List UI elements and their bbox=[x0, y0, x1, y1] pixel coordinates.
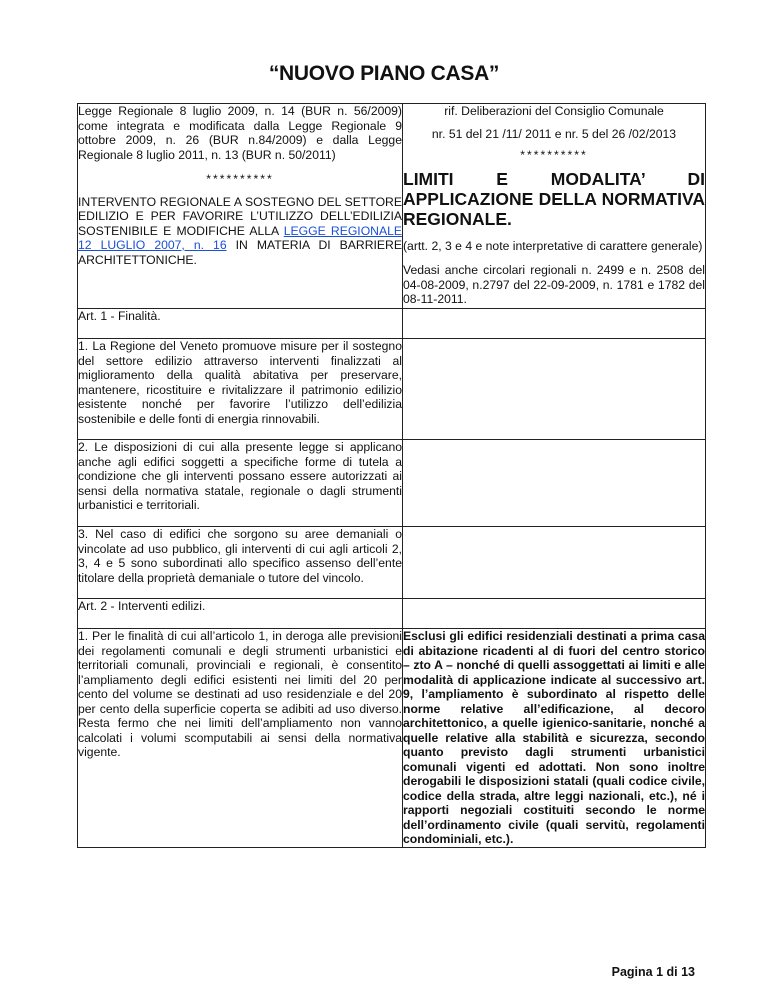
law-intro bbox=[78, 195, 402, 268]
table-row bbox=[78, 339, 706, 440]
law-reference: Legge Regionale 8 luglio 2009, n. 14 (BUR n. 56/2009) come integrata e modificata dalla Legge Regionale 9 ottobre 2009, n. 26 (BUR n.84/2009) e dalla Legge Regionale 8 luglio 2011, n. 13 (BUR n. 50/2011) bbox=[78, 104, 402, 162]
law-intro-text: INTERVENTO REGIONALE A SOSTEGNO DEL SETTORE EDILIZIO E PER FAVORIRE L’UTILIZZO DELL’EDILIZIA SOSTENIBILE E MODIFICHE ALLA bbox=[78, 194, 402, 238]
circulars-note: Vedasi anche circolari regionali n. 2499 e n. 2508 del 04-08-2009, n.2797 del 22-09-2009, n. 1781 e 1782 del 08-11-2011. bbox=[403, 263, 705, 306]
page-title: “NUOVO PIANO CASA” bbox=[268, 62, 500, 85]
table-row bbox=[78, 629, 706, 848]
article-paragraph: 2. Le disposizioni di cui alla presente legge si applicano anche agli edifici soggetti a specifiche forme di tutela a condizione che gli interventi possano essere autorizzati ai sensi della normativa statale, regionale o dagli strumenti urbanistici e territoriali. bbox=[78, 440, 403, 527]
annotation-cell bbox=[403, 309, 706, 339]
law-intro-text-end: IN MATERIA DI BARRIERE ARCHITETTONICHE. bbox=[78, 238, 402, 267]
stars-separator-left: ********** bbox=[206, 172, 274, 186]
page-number: Pagina 1 di 13 bbox=[611, 965, 695, 979]
section-heading: LIMITI E MODALITA’ DI APPLICAZIONE DELLA NORMATIVA REGIONALE. bbox=[403, 168, 705, 229]
annotation-cell bbox=[403, 527, 706, 599]
law-comparison-table bbox=[77, 103, 706, 848]
article-paragraph: 1. Per le finalità di cui all’articolo 1, in deroga alle previsioni dei regolamenti comunali e degli strumenti urbanistici e territoriali comunali, provinciali e regionali, è consentito l’ampliamento degli edifici esistenti nei limiti del 20 per cento del volume se destinati ad uso residenziale e del 20 per cento della superficie coperta se adibiti ad uso diverso. Resta fermo che nei limiti dell’ampliamento non vanno calcolati i volumi scomputabili ai sensi della normativa vigente. bbox=[78, 629, 403, 848]
table-row bbox=[78, 309, 706, 339]
annotation-cell bbox=[403, 599, 706, 629]
articles-note: (artt. 2, 3 e 4 e note interpretative di carattere generale) bbox=[403, 238, 703, 253]
header-row bbox=[78, 104, 706, 309]
deliberation-reference: rif. Deliberazioni del Consiglio Comunale bbox=[444, 104, 664, 118]
table-row bbox=[78, 440, 706, 527]
deliberation-numbers: nr. 51 del 21 /11/ 2011 e nr. 5 del 26 /02/2013 bbox=[431, 126, 677, 141]
article-paragraph: 3. Nel caso di edifici che sorgono su aree demaniali o vincolate ad uso pubblico, gli interventi di cui agli articoli 2, 3, 4 e 5 sono subordinati allo specifico assenso dell’ente titolare della proprietà demaniale o tutore del vincolo. bbox=[78, 527, 403, 599]
article-title: Art. 2 - Interventi edilizi. bbox=[78, 599, 403, 629]
article-paragraph: 1. La Regione del Veneto promuove misure per il sostegno del settore edilizio attraverso interventi finalizzati al miglioramento della qualità abitativa per preservare, mantenere, ricostituire e rivitalizzare il patrimonio edilizio esistente nonché per favorire l’utilizzo dell’edilizia sostenibile e delle fonti di energia rinnovabili. bbox=[78, 339, 403, 440]
annotation-cell bbox=[403, 339, 706, 440]
table-row bbox=[78, 599, 706, 629]
stars-separator-right: ********** bbox=[520, 148, 588, 162]
annotation-cell: Esclusi gli edifici residenziali destinati a prima casa di abitazione ricadenti al di fuori del centro storico – zto A – nonché di quelli assoggettati ai limiti e alle modalità di applicazione indicate al successivo art. 9, l’ampliamento è subordinato al rispetto delle norme relative all’edificazione, al decoro architettonico, a quelle igienico-sanitarie, nonché a quelle relative alla stabilità e sicurezza, secondo quanto previsto dagli strumenti urbanistici comunali vigenti ed adottati. Non sono inoltre derogabili le disposizioni statali (quali codice civile, codice della strada, altre leggi nazionali, etc.), né i rapporti negoziali costituiti secondo le norme dell’ordinamento civile (quali servitù, regolamenti condominiali, etc.). bbox=[403, 629, 705, 846]
header-left-cell bbox=[78, 104, 403, 309]
annotation-cell bbox=[403, 440, 706, 527]
law-link[interactable]: LEGGE REGIONALE 12 LUGLIO 2007, n. 16 bbox=[78, 223, 403, 252]
article-title: Art. 1 - Finalità. bbox=[78, 309, 403, 339]
header-right-cell bbox=[403, 104, 706, 309]
table-row bbox=[78, 527, 706, 599]
